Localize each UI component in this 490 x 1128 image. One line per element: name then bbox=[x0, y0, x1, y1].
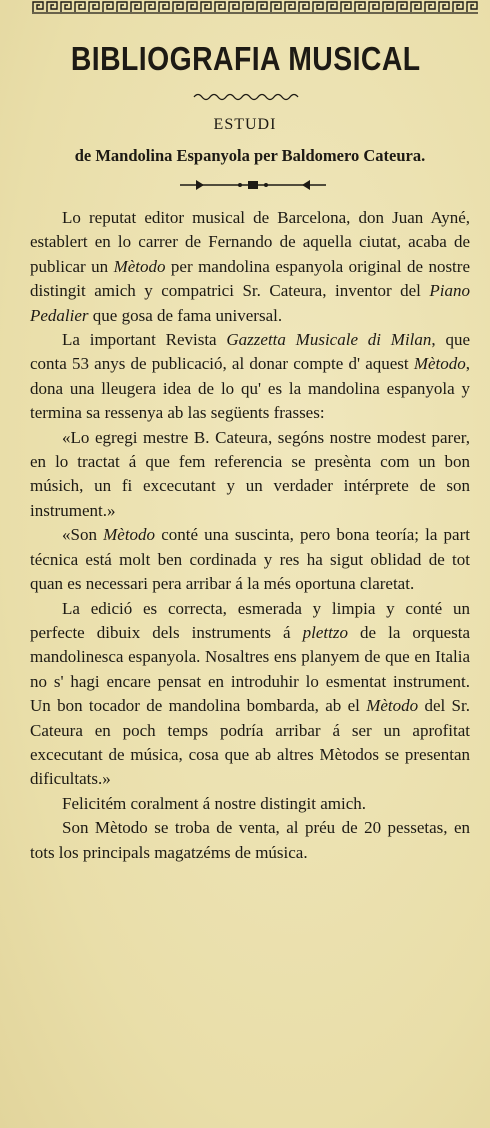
paragraph bbox=[30, 206, 470, 328]
text-run: Lo reputat editor musical de Barcelona, don Juan Ayné, establert en lo carrer de Fernando de aquella ciutat, acaba de publicar un bbox=[30, 208, 470, 276]
text-run: del Sr. Cateura en poch temps podría arribar á ser un aprofitat excecutant de música, cosa que ab altres Mètodos se presentan dificultats.» bbox=[30, 696, 470, 789]
text-run: La edició es correcta, esmerada y limpia y conté un perfecte dibuix dels instruments á bbox=[30, 598, 470, 642]
text-run: Felicitém coralment á nostre distingit amich. bbox=[62, 793, 367, 813]
italic-text: Gazzetta Musicale di Milan bbox=[226, 330, 432, 350]
text-run: conté una suscinta, pero bona teoría; la part técnica está molt ben cordinada y res ha sigut oblidad de tot quan es necessari pera arribar á la més oportuna claretat. bbox=[30, 525, 470, 594]
text-run: de la orquesta mandolinesca espanyola. Nosaltres ens planyem de que en Italia no s' hagi encare pensat en introduhir lo esmentat instrument. Un bon tocador de mandolina bombarda, ab el bbox=[30, 622, 471, 716]
text-run: per mandolina espanyola original de nostre distingit amich y compatrici Sr. Cateura, inventor del bbox=[30, 256, 470, 301]
paragraph bbox=[30, 816, 470, 865]
greek-key-border bbox=[32, 0, 478, 14]
italic-text: Mètodo bbox=[366, 696, 419, 716]
text-run: , que conta 53 anys de publicació, al donar compte d' aquest bbox=[30, 330, 470, 374]
text-run: que gosa de fama universal. bbox=[88, 305, 283, 325]
text-run: «Lo egregi mestre B. Cateura, segóns nostre modest parer, en lo tractat á que fem referencia se presènta com un bon músich, un fi excecutant y un verdader intérprete de son instrument.» bbox=[30, 427, 470, 520]
text-run: Son Mètodo se troba de venta, al préu de 20 pessetas, en tots los principals magatzéms de música. bbox=[30, 818, 470, 862]
paragraph bbox=[30, 597, 470, 792]
article-body bbox=[30, 206, 470, 865]
italic-text: plettzo bbox=[302, 622, 348, 642]
wavy-rule-ornament bbox=[192, 90, 302, 104]
page-title: BIBLIOGRAFIA MUSICAL bbox=[70, 40, 421, 77]
section-subtitle: ESTUDI bbox=[213, 116, 277, 133]
paragraph bbox=[30, 328, 470, 426]
paragraph bbox=[30, 792, 470, 816]
italic-text: Mètodo bbox=[113, 256, 166, 276]
paragraph bbox=[30, 426, 470, 524]
italic-text: Mètodo bbox=[413, 354, 466, 374]
text-run: , dona una lleugera idea de lo qu' es la mandolina espanyola y termina sa ressenya ab las següents frasses: bbox=[30, 354, 470, 423]
article-subject: de Mandolina Espanyola per Baldomero Cateura. bbox=[74, 146, 426, 165]
paragraph bbox=[30, 523, 470, 596]
text-run: La important Revista bbox=[62, 330, 227, 350]
italic-text: Piano Pedalier bbox=[30, 281, 470, 325]
text-run: «Son bbox=[62, 525, 104, 545]
arrow-rule-ornament bbox=[178, 178, 328, 192]
italic-text: Mètodo bbox=[103, 525, 156, 545]
